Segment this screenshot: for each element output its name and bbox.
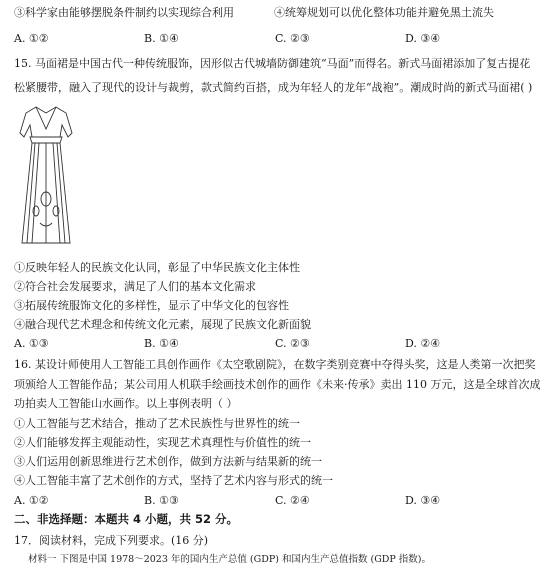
q15-statement-2: ②符合社会发展要求，满足了人们的基本文化需求 (14, 280, 256, 293)
q17-stem: 17．阅读材料，完成下列要求。(16 分) (14, 534, 209, 547)
option-c: C. ②③ (275, 32, 310, 45)
q15-statement-1: ①反映年轻人的民族文化认同，彰显了中华民族文化主体性 (14, 261, 300, 274)
option-a: A. ①③ (14, 337, 49, 350)
q16-stem-line-1: 16. 某设计师使用人工智能工具创作画作《太空歌剧院》，在数字类别竞赛中夺得头奖，这是人类第一次把奖 (14, 358, 536, 371)
q16-stem-line-3: 功拍卖人工智能山水画作。以上事例表明（ ） (14, 397, 238, 410)
option-b: B. ①④ (144, 337, 179, 350)
q15-stem-line-2: 松紧腰带，融入了现代的设计与裁剪，款式简约百搭，成为年轻人的龙年“战袍”。潮成时尚的新式马面裙( ) (14, 81, 533, 94)
option-b: B. ①④ (144, 32, 179, 45)
q15-answer-options (14, 338, 544, 352)
section-heading: 二、非选择题：本题共 4 小题，共 52 分。 (14, 512, 239, 526)
q16-statement-2: ②人们能够发挥主观能动性，实现艺术真理性与价值性的统一 (14, 436, 311, 449)
material-1: 材料一 下图是中国 1978～2023 年的国内生产总值 (GDP) 和国内生产总值指数 (GDP 指数)。 (28, 554, 432, 565)
mamian-skirt-icon (10, 103, 82, 253)
mamian-skirt-illustration (10, 103, 82, 253)
option-d: D. ②④ (405, 337, 441, 350)
option-a: A. ①② (14, 494, 49, 507)
statement-4: ④统筹规划可以优化整体功能并避免黑土流失 (274, 6, 494, 19)
q16-statement-3: ③人们运用创新思维进行艺术创作，做到方法新与结果新的统一 (14, 455, 322, 468)
option-b: B. ①③ (144, 494, 179, 507)
q16-statement-1: ①人工智能与艺术结合，推动了艺术民族性与世界性的统一 (14, 417, 300, 430)
option-a: A. ①② (14, 32, 49, 45)
q16-stem-line-2: 项颁给人工智能作品；某公司用人机联手绘画技术创作的画作《未来·传承》卖出 110 万元，这是全球首次成 (14, 378, 541, 391)
q15-statement-4: ④融合现代艺术理念和传统文化元素，展现了民族文化新面貌 (14, 318, 311, 331)
option-c: C. ②④ (275, 494, 310, 507)
q16-statement-4: ④人工智能丰富了艺术创作的方式，坚持了艺术内容与形式的统一 (14, 474, 333, 487)
option-c: C. ②③ (275, 337, 310, 350)
answer-options (14, 33, 544, 47)
q16-answer-options (14, 495, 544, 509)
option-d: D. ③④ (405, 32, 441, 45)
q15-stem-line-1: 15. 马面裙是中国古代一种传统服饰，因形似古代城墙防御建筑“马面”而得名。新式马面裙添加了复古提花 (14, 57, 531, 70)
statement-3: ③科学家由能够摆脱条件制约以实现综合利用 (14, 6, 234, 19)
option-d: D. ③④ (405, 494, 441, 507)
q15-statement-3: ③拓展传统服饰文化的多样性，显示了中华文化的包容性 (14, 299, 289, 312)
